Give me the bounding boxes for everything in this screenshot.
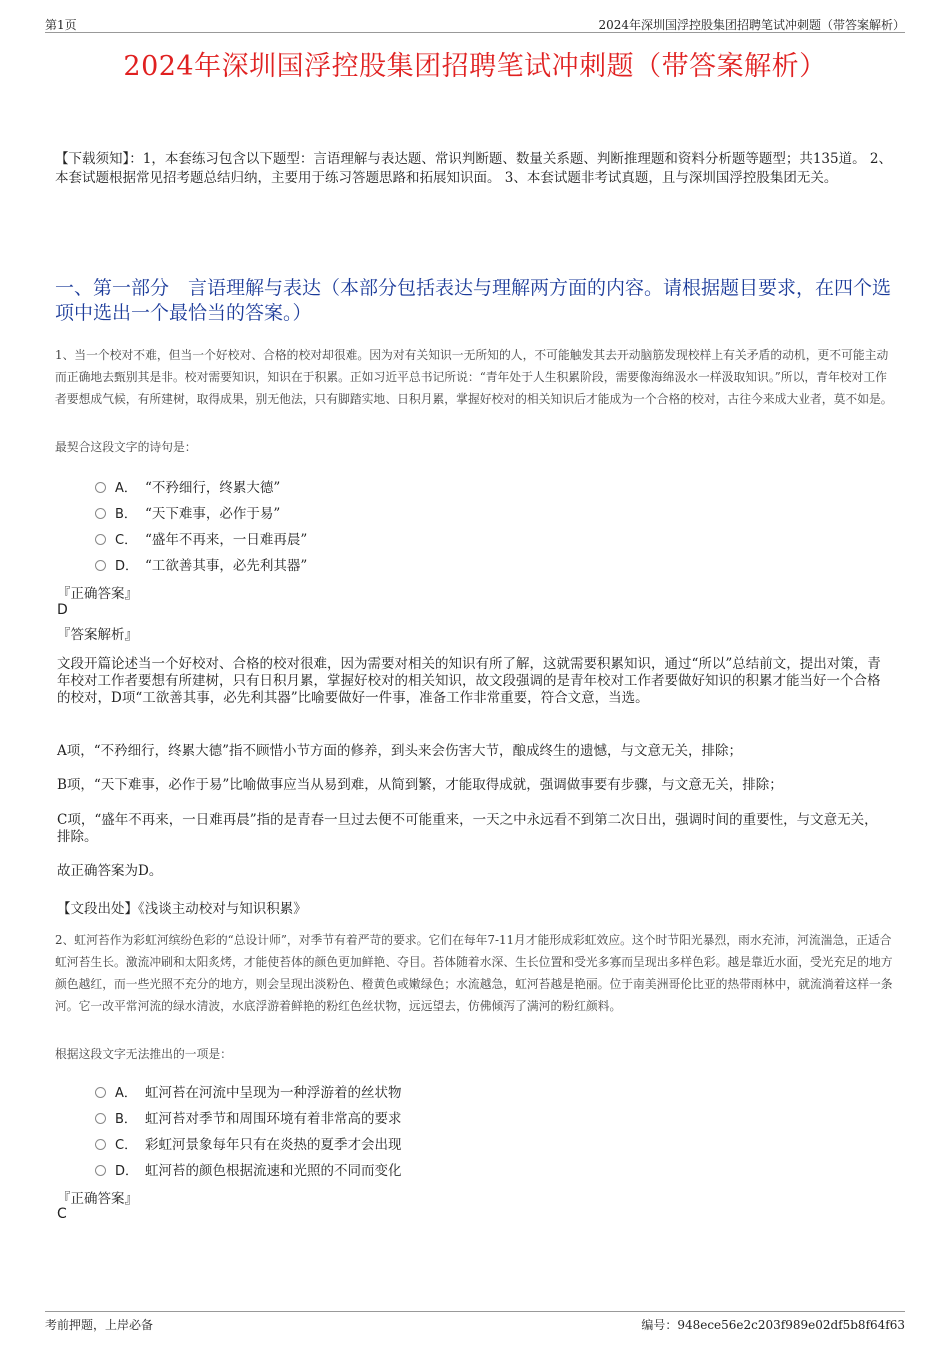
header-doc-title: 2024年深圳国浮控股集团招聘笔试冲刺题（带答案解析） (598, 18, 905, 32)
option-text: 彩虹河景象每年只有在炎热的夏季才会出现 (145, 1137, 402, 1153)
option-c[interactable]: C． 彩虹河景象每年只有在炎热的夏季才会出现 (95, 1130, 402, 1156)
analysis-option-c: C项，“盛年不再来，一日难再晨”指的是青春一旦过去便不可能重来，一天之中永远看不到第二次日出，强调时间的重要性，与文意无关，排除。 (57, 812, 878, 845)
question-2-options (95, 1078, 402, 1182)
correct-answer: D (57, 602, 68, 618)
question-1-options (95, 473, 307, 577)
radio-button[interactable] (95, 1139, 106, 1150)
passage-source: 【文段出处】《浅谈主动校对与知识积累》 (57, 901, 307, 917)
question-2-prompt: 根据这段文字无法推出的一项是： (55, 1047, 232, 1061)
option-b[interactable]: B． 虹河苔对季节和周围环境有着非常高的要求 (95, 1104, 402, 1130)
option-a[interactable]: A． “不矜细行，终累大德” (95, 473, 307, 499)
radio-button[interactable] (95, 1113, 106, 1124)
radio-button[interactable] (95, 482, 106, 493)
option-text: 虹河苔的颜色根据流速和光照的不同而变化 (145, 1163, 402, 1179)
analysis-label: 『答案解析』 (57, 627, 138, 643)
option-text: 虹河苔在河流中呈现为一种浮游着的丝状物 (145, 1085, 402, 1101)
radio-button[interactable] (95, 508, 106, 519)
option-d[interactable]: D． “工欲善其事，必先利其器” (95, 551, 307, 577)
option-text: “不矜细行，终累大德” (145, 480, 281, 496)
question-2-text: 2、虹河苔作为彩虹河缤纷色彩的“总设计师”，对季节有着严苛的要求。它们在每年7-11月才能形成彩虹效应。这个时节阳光暴烈，雨水充沛，河流湍急，正适合虹河苔生长。激流冲刷和太阳炙烤，才能使苔体的颜色更加鲜艳、夺目。苔体随着水深、生长位置和受光多寡而呈现出多样色彩。越是靠近水面，受光充足的地方颜色越红，而一些光照不充分的地方，则会呈现出淡粉色、橙黄色或嫩绿色；水流越急，虹河苔越是艳丽。位于南美洲哥伦比亚的热带雨林中，就流淌着这样一条河。它一改平常河流的绿水清波，水底浮游着鲜艳的粉红色丝状物，远远望去，仿佛倾泻了满河的粉红颜料。 (55, 933, 893, 1013)
correct-answer: C (57, 1206, 67, 1222)
radio-button[interactable] (95, 534, 106, 545)
analysis-paragraph: 文段开篇论述当一个好校对、合格的校对很难，因为需要对相关的知识有所了解，这就需要积累知识，通过“所以”总结前文，提出对策，青年校对工作者要想有所建树，只有日积月累，掌握好校对的相关知识，故文段强调的是青年校对工作者要做好知识的积累才能当好一个合格的校对，D项“工欲善其事，必先利其器”比喻要做好一件事，准备工作非常重要，符合文意，当选。 (57, 656, 881, 706)
option-c[interactable]: C． “盛年不再来，一日难再晨” (95, 525, 307, 551)
footer-slogan: 考前押题，上岸必备 (45, 1318, 154, 1332)
download-notice: 【下载须知】：1，本套练习包含以下题型：言语理解与表达题、常识判断题、数量关系题、判断推理题和资料分析题等题型；共135道。 2、本套试题根据常见招考题总结归纳，主要用于练习答题思路和拓展知识面。 3、本套试题非考试真题，且与深圳国浮控股集团无关。 (55, 151, 892, 186)
option-text: “工欲善其事，必先利其器” (145, 558, 308, 574)
document-title: 2024年深圳国浮控股集团招聘笔试冲刺题（带答案解析） (123, 51, 827, 82)
analysis-option-a: A项，“不矜细行，终累大德”指不顾惜小节方面的修养，到头来会伤害大节，酿成终生的遗憾，与文意无关，排除； (57, 743, 743, 759)
correct-answer-label: 『正确答案』 (57, 1191, 138, 1207)
document-id: 编号：948ece56e2c203f989e02df5b8f64f63 (641, 1318, 905, 1332)
analysis-option-b: B项，“天下难事，必作于易”比喻做事应当从易到难，从简到繁，才能取得成就，强调做事要有步骤，与文意无关，排除； (57, 777, 783, 793)
radio-button[interactable] (95, 560, 106, 571)
option-a[interactable]: A． 虹河苔在河流中呈现为一种浮游着的丝状物 (95, 1078, 402, 1104)
section-heading: 一、第一部分 言语理解与表达（本部分包括表达与理解两方面的内容。请根据题目要求，在四个选项中选出一个最恰当的答案。） (55, 277, 892, 324)
page-header (45, 14, 905, 33)
option-text: 虹河苔对季节和周围环境有着非常高的要求 (145, 1111, 402, 1127)
analysis-conclusion: 故正确答案为D。 (57, 863, 163, 879)
radio-button[interactable] (95, 1165, 106, 1176)
option-d[interactable]: D． 虹河苔的颜色根据流速和光照的不同而变化 (95, 1156, 402, 1182)
page-footer (45, 1311, 905, 1334)
option-text: “盛年不再来，一日难再晨” (145, 532, 308, 548)
radio-button[interactable] (95, 1087, 106, 1098)
correct-answer-label: 『正确答案』 (57, 586, 138, 602)
option-b[interactable]: B． “天下难事，必作于易” (95, 499, 307, 525)
page-number: 第1页 (45, 18, 77, 32)
question-1-prompt: 最契合这段文字的诗句是： (55, 440, 197, 454)
option-text: “天下难事，必作于易” (145, 506, 281, 522)
question-1-text: 1、当一个校对不难，但当一个好校对、合格的校对却很难。因为对有关知识一无所知的人，不可能触发其去开动脑筋发现校样上有关矛盾的动机，更不可能主动而正确地去甄别其是非。校对需要知识，知识在于积累。正如习近平总书记所说：“青年处于人生积累阶段，需要像海绵汲水一样汲取知识。”所以，青年校对工作者要想成气候，有所建树，取得成果，别无他法，只有脚踏实地、日积月累，掌握好校对的相关知识后才能成为一个合格的校对，古往今来成大业者，莫不如是。 (55, 348, 893, 406)
